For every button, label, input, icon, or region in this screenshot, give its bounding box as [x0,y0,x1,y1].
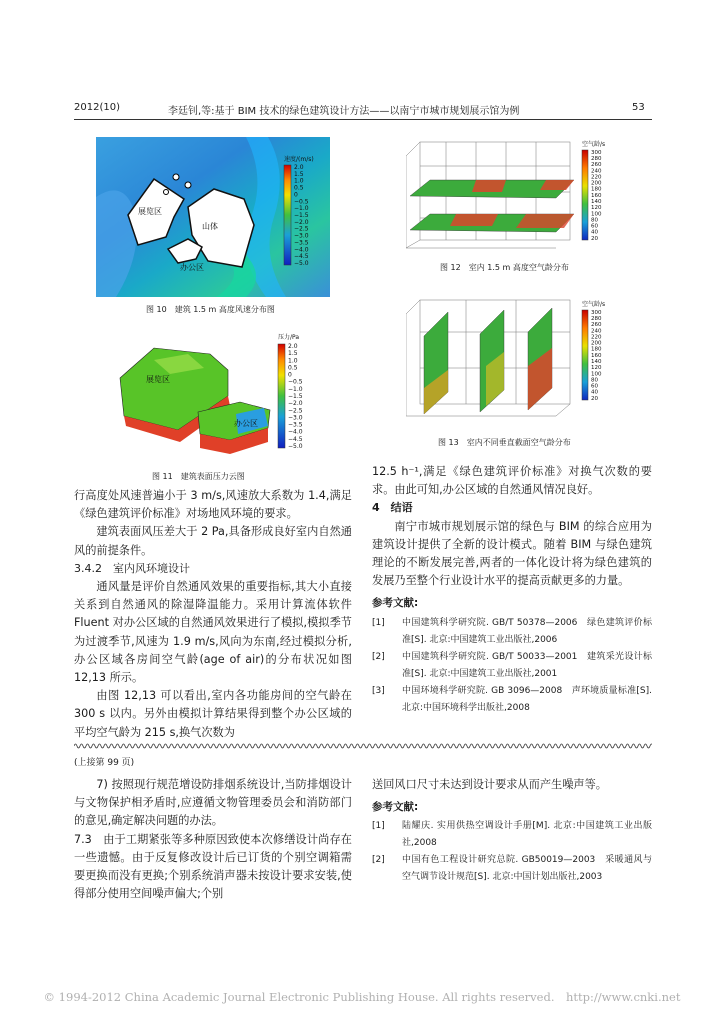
label-office: 办公区 [234,419,258,428]
legend-value: −3.5 [294,239,309,247]
legend-title: 空气龄/s [582,141,606,148]
label-mountain: 山体 [202,222,218,231]
legend-colorbar [582,310,588,400]
legend-values [591,150,602,242]
legend-title: 空气龄/s [582,301,606,308]
figure-10-wind-speed [96,137,330,297]
legend-value: 260 [591,162,602,169]
reference-number: [3] [372,685,385,696]
reference-item [372,818,652,852]
reference-item [372,615,652,649]
legend-value: 0 [294,191,298,199]
paragraph-wind-speed: 行高度处风速普遍小于 3 m/s,风速放大系数为 1.4,满足《绿色建筑评价标准》对场地风环境的要求。 [74,489,352,521]
figure-11-caption: 图 11 建筑表面压力云图 [152,472,245,481]
legend-value: −4.0 [288,428,303,436]
legend-value: 1.5 [294,170,304,178]
legend-value: 80 [591,377,598,384]
paragraph-ventilation: 通风量是评价自然通风效果的重要指标,其大小直接关系到自然通风的除湿降温能力。采用计算流体软件 Fluent 对办公区域的自然通风效果进行了模拟,模拟季节为过渡季节,风速为 1.9 m/s,风向为东南,经过模拟分析,办公区域各房间空气龄(age of air)的分布状况如图 12,13 所示。 [74,580,352,685]
legend-value: −3.0 [288,414,303,422]
legend-value: 2.0 [288,343,298,350]
legend-value: 40 [591,229,598,236]
copyright-footer: © 1994-2012 China Academic Journal Electronic Publishing House. All rights reserved. http://www.cnki.net [43,990,681,1004]
figure-11-surface-pressure [118,330,318,464]
references-title: 参考文献: [372,597,419,610]
left-column [74,487,352,742]
running-title: 李廷钊,等:基于 BIM 技术的绿色建筑设计方法——以南宁市城市规划展示馆为例 [168,106,520,117]
header-rule [74,119,652,120]
legend-value: 0 [288,371,292,379]
legend-value: 220 [591,174,602,181]
legend-value: 240 [591,168,602,175]
references-title-2: 参考文献: [372,801,419,814]
reference-item [372,649,652,683]
legend-value: −1.5 [288,393,303,400]
legend-value: −4.0 [294,246,309,254]
legend-value: 140 [591,199,602,205]
legend-colorbar [278,344,285,448]
label-exhibition: 展览区 [146,375,170,384]
legend-value: 240 [591,328,602,335]
figure-13-air-age-sections [406,296,622,420]
figure-12-caption: 图 12 室内 1.5 m 高度空气龄分布 [440,263,569,272]
reference-item [372,852,652,886]
legend-value: 60 [591,383,598,390]
legend-value: 120 [591,365,602,372]
reference-text: 陆耀庆. 实用供热空调设计手册[M]. 北京:中国建筑工业出版社,2008 [402,821,652,849]
paragraph-air-age: 由图 12,13 可以看出,室内各功能房间的空气龄在 300 s 以内。另外由模拟计算结果得到整个办公区域的平均空气龄为 215 s,换气次数为 [74,689,352,739]
section-heading-3-4-2: 3.4.2 室内风环境设计 [74,561,190,575]
paragraph-smoke-control: 7) 按照现行规范增设防排烟系统设计,当防排烟设计与文物保护相矛盾时,应遵循文物管理委员会和消防部门的意见,确定解决问题的办法。 [74,778,352,828]
legend-values [591,310,602,402]
reference-text: 中国有色工程设计研究总院. GB50019—2003 采暖通风与空气调节设计规范[S]. 北京:中国计划出版社,2003 [402,855,652,883]
legend-value: 200 [591,340,602,347]
legend-value: −1.5 [294,212,309,219]
paragraph-air-change: 12.5 h⁻¹,满足《绿色建筑评价标准》对换气次数的要求。由此可知,办公区域的自然通风情况良好。 [372,465,652,497]
legend-value: 1.0 [288,357,298,365]
legend-values [288,343,303,450]
legend-value: −4.5 [294,253,309,261]
figure-12-air-age-plan [406,136,622,252]
legend-value: 40 [591,389,598,396]
legend-value: 180 [591,346,602,353]
reference-number: [1] [372,617,385,628]
legend-value: 20 [591,235,598,242]
reference-list-2 [372,818,652,886]
figure-10-caption: 图 10 建筑 1.5 m 高度风速分布图 [146,305,275,314]
legend-colorbar [284,165,291,265]
section-separator [74,742,652,750]
label-exhibition: 展览区 [138,207,162,216]
legend-value: 80 [591,217,598,224]
legend-value: −2.5 [288,407,303,415]
legend-value: 100 [591,371,602,378]
legend-value: −2.0 [288,400,303,408]
paragraph-noise: 送回风口尺寸未达到设计要求从而产生噪声等。 [372,778,607,791]
reference-text: 中国环境科学研究院. GB 3096—2008 声环境质量标准[S]. 北京:中国环境科学出版社,2008 [402,685,652,713]
legend-value: 300 [591,149,602,156]
paragraph-conclusion: 南宁市城市规划展示馆的绿色与 BIM 的综合应用为建筑设计提供了全新的设计模式。随着 BIM 与绿色建筑理论的不断发展完善,两者的一体化设计将为绿色建筑的发展乃至整个行业设计水平的提高贡献更多的力量。 [372,519,652,588]
legend-value: 120 [591,205,602,212]
paragraph-7-3: 7.3 由于工期紧张等多种原因致使本次修缮设计尚存在一些遗憾。由于反复修改设计后已订货的个别空调箱需要更换而没有更换;个别系统消声器未按设计要求安装,使得部分使用空间噪声偏大;个别 [74,832,352,901]
paragraph-wind-pressure: 建筑表面风压差大于 2 Pa,具备形成良好室内自然通风的前提条件。 [74,525,352,557]
reference-number: [2] [372,855,385,866]
legend-value: −5.0 [288,443,303,450]
legend-value: 0.5 [288,364,298,372]
continuation-label: (上接第 99 页) [74,758,135,768]
reference-list [372,615,652,717]
legend-value: −3.0 [294,232,309,240]
continuation-left [74,776,352,903]
legend-value: 280 [591,316,602,322]
legend-value: 100 [591,211,602,218]
legend-value: 160 [591,192,602,199]
legend-value: 160 [591,352,602,359]
legend-colorbar [582,150,588,240]
legend-value: −2.0 [294,218,309,226]
right-column [372,463,652,717]
legend-value: 220 [591,334,602,341]
figure-13-caption: 图 13 室内不同垂直截面空气龄分布 [438,438,571,447]
legend-value: 300 [591,309,602,316]
reference-number: [2] [372,651,385,662]
legend-value: 20 [591,395,598,402]
legend-value: 200 [591,180,602,187]
reference-text: 中国建筑科学研究院. GB/T 50378—2006 绿色建筑评价标准[S]. 北京:中国建筑工业出版社,2006 [402,617,652,645]
reference-item [372,683,652,717]
journal-issue: 2012(10) [74,102,120,113]
legend-value: −0.5 [288,378,303,386]
legend-title: 压力/Pa [278,334,300,341]
legend-value: 260 [591,322,602,329]
legend-value: −1.0 [288,385,303,393]
legend-value: 0.5 [294,184,304,192]
legend-value: 60 [591,223,598,230]
reference-number: [1] [372,821,385,832]
reference-text: 中国建筑科学研究院. GB/T 50033—2001 建筑采光设计标准[S]. 北京:中国建筑工业出版社,2001 [402,651,652,679]
legend-value: −2.5 [294,225,309,233]
legend-value: 180 [591,186,602,193]
legend-value: 1.5 [288,350,298,358]
continuation-right [372,776,652,886]
legend-value: 140 [591,359,602,365]
legend-value: −3.5 [288,421,303,429]
label-office: 办公区 [180,263,204,272]
legend-value: −4.5 [288,435,303,443]
legend-value: 280 [591,156,602,162]
legend-value: 2.0 [294,164,304,171]
legend-value: 1.0 [294,177,304,185]
page-number: 53 [632,102,645,113]
legend-title: 速度/(m/s) [284,156,314,163]
legend-value: −1.0 [294,205,309,213]
legend-value: −0.5 [294,198,309,206]
legend-value: −5.0 [294,260,309,267]
section-heading-conclusion: 4 结语 [372,501,413,515]
